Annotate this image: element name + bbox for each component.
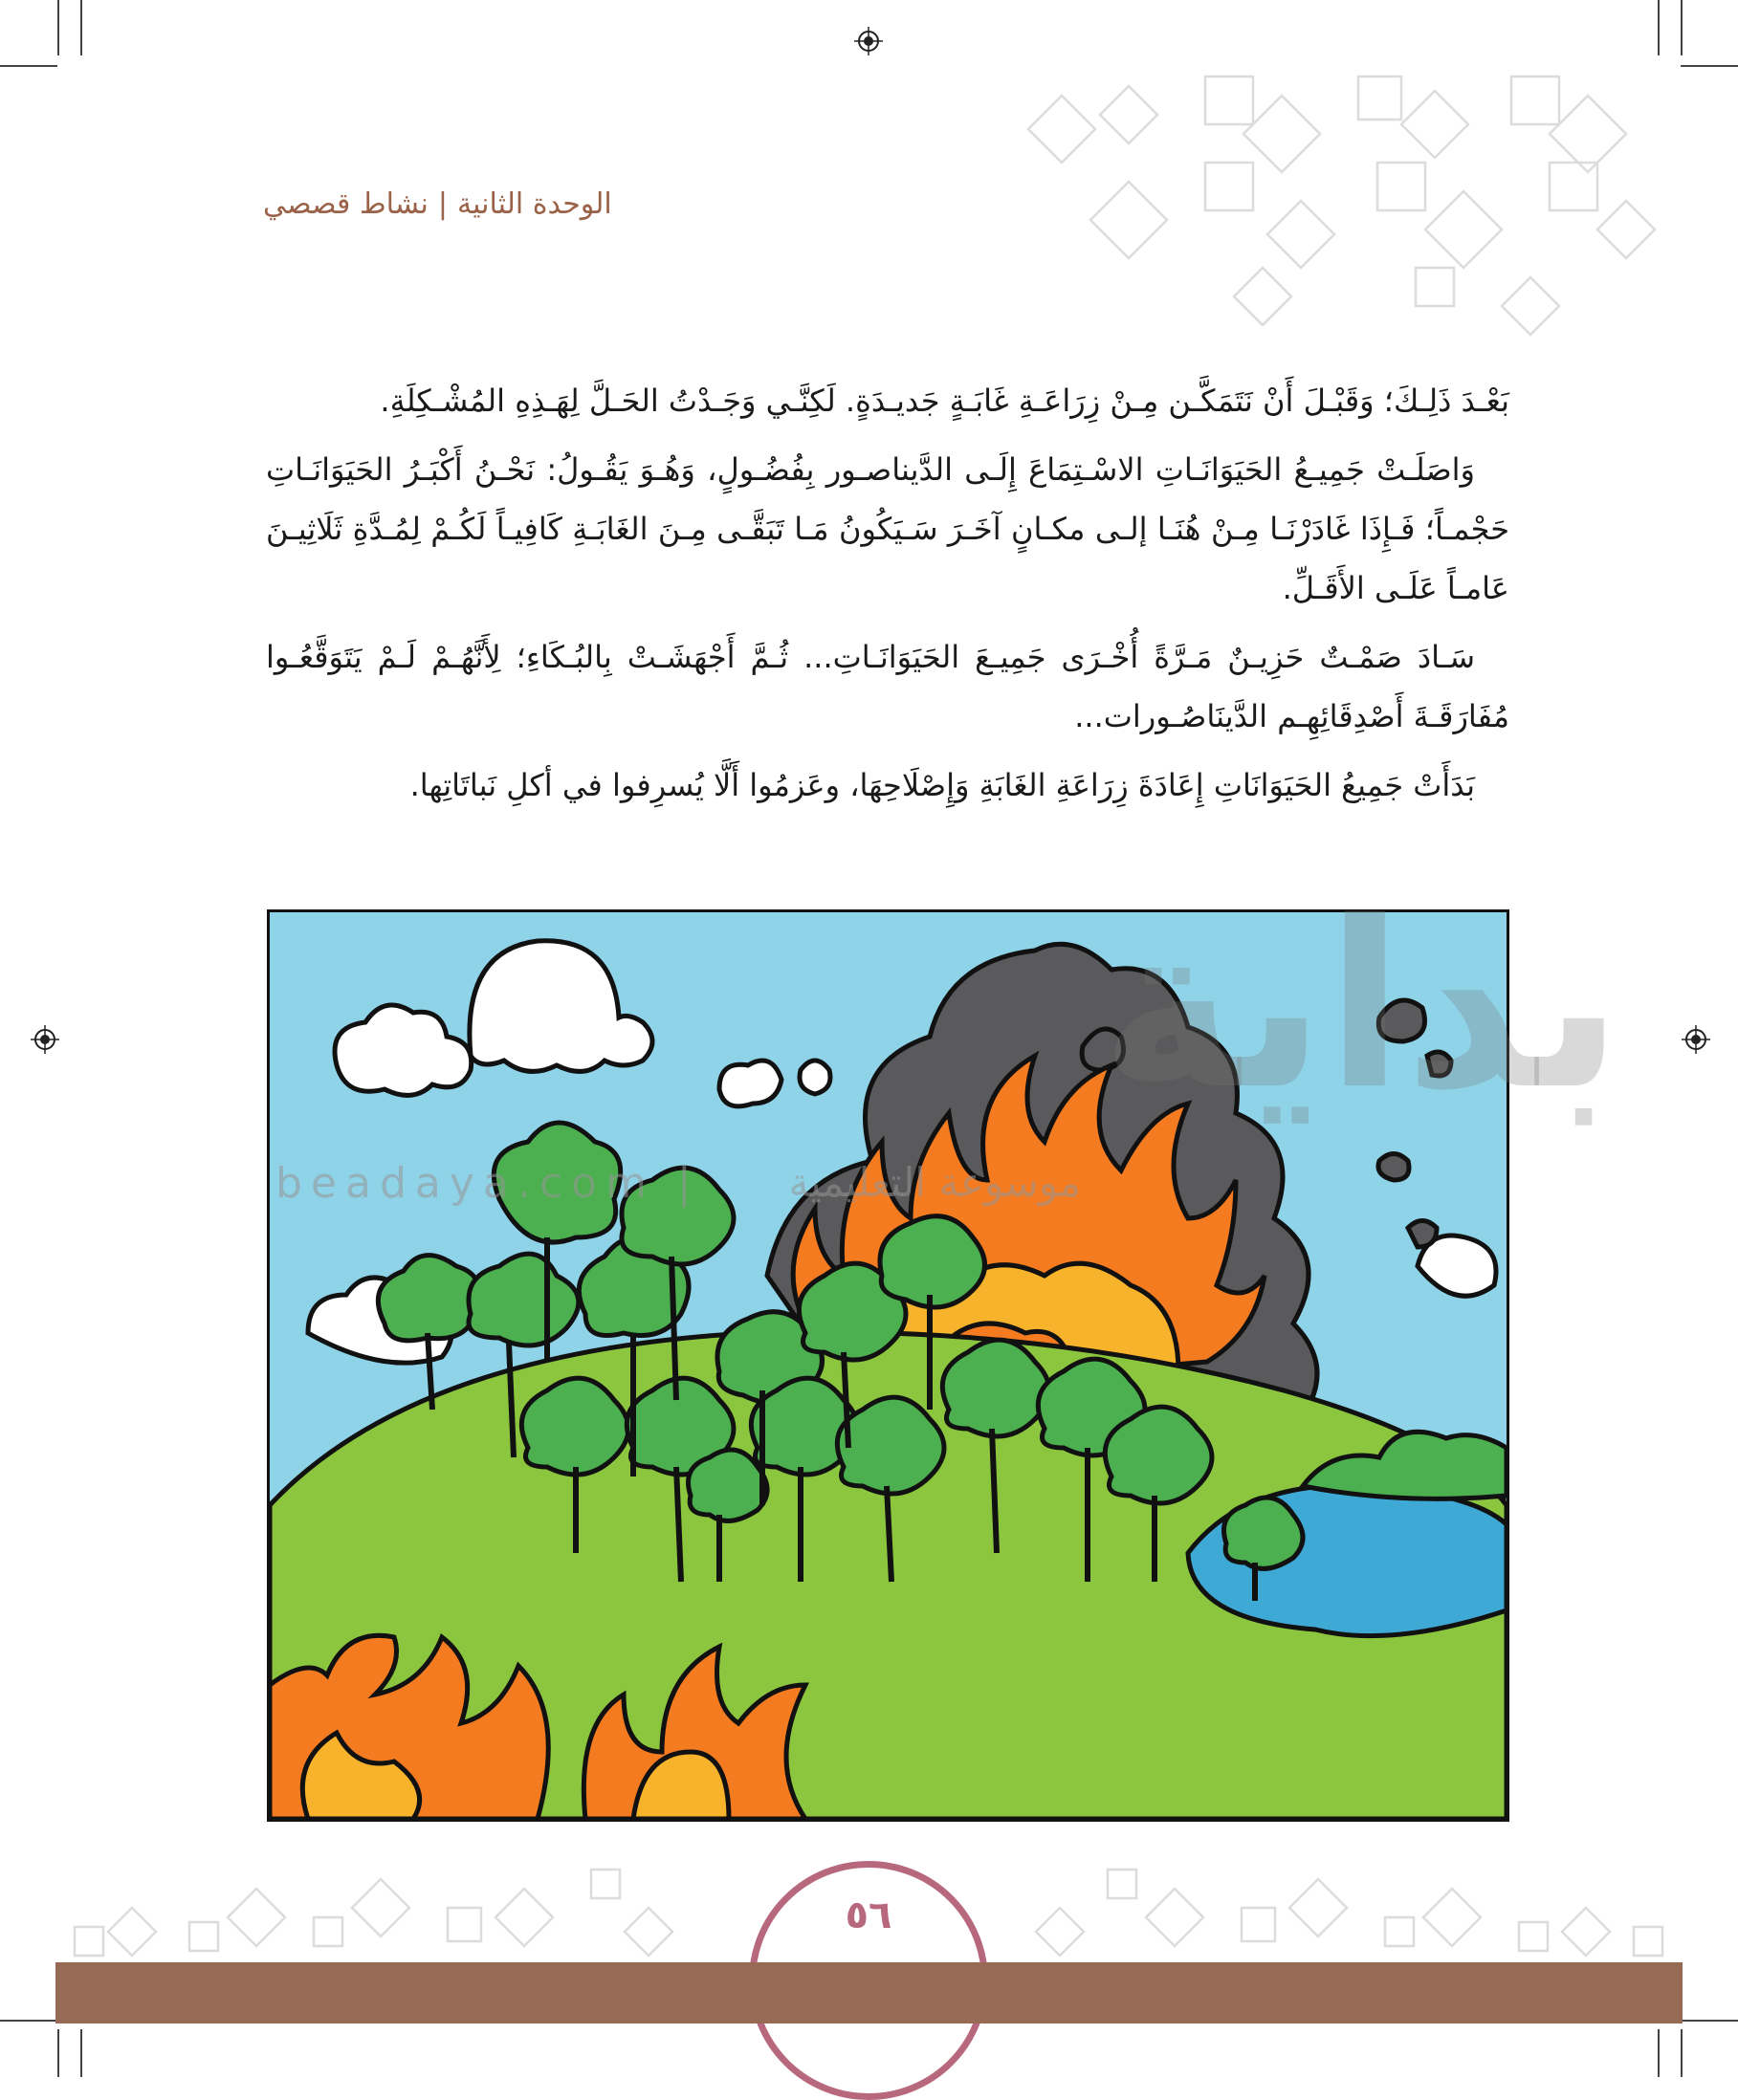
paragraph: بَعْـدَ ذَلِـكَ؛ وَقَبْـلَ أَنْ نَتَمَكَّـن مِـنْ زِرَاعَـةِ غَابَـةٍ جَديـدَةٍ. لَكِنَّـي وَجَـدْتُ الحَـلَّ لِهَـذِهِ المُشْـكِلَةِ. [380, 383, 1509, 419]
crop-mark [1658, 2029, 1660, 2077]
watermark-tagline: موسوعة التعليمية [788, 1159, 1081, 1206]
watermark-site [275, 1159, 700, 1208]
crop-mark [57, 0, 59, 55]
unit-title: الوحدة الثانية [457, 187, 612, 221]
running-head [263, 187, 612, 221]
story-text [266, 371, 1509, 824]
paragraph: سَـادَ صَمْـتٌ حَزِيـنٌ مَـرَّةً أُخْـرَى جَمِيـعَ الحَيَوَانَـاتِ... ثُـمَّ أَجْهَشَـتْ بِالبُـكَاءِ؛ لِأَنَّهُـمْ لَـمْ يَتَوَقَّعُـوا مُفَارَقَـةَ أَصْدِقَائِهِـم الدَّينَاصُـورات... [266, 639, 1509, 734]
crop-mark [1681, 0, 1683, 55]
crop-mark [1658, 0, 1660, 55]
paragraph: بَدَأَتْ جَمِيعُ الحَيَوَانَاتِ إِعَادَةَ زِرَاعَةِ الغَابَةِ وَإِصْلَاحِهَا، وعَزمُوا أَلَّا يُسرِفوا في أكلِ نَباتَاتِها. [409, 767, 1475, 803]
crop-mark [1681, 2029, 1683, 2077]
watermark-url: beadaya.com [275, 1159, 655, 1208]
decorative-pattern-top [1014, 57, 1703, 344]
forest-fire-illustration [267, 909, 1509, 1822]
watermark-logo-text: بداية [1100, 872, 1623, 1140]
activity-title: نشاط قصصي [263, 187, 429, 221]
crop-mark [80, 0, 82, 55]
registration-mark-right [1682, 1025, 1710, 1054]
crop-mark [80, 2029, 82, 2077]
registration-mark-left [31, 1025, 59, 1054]
crop-mark [57, 2029, 59, 2077]
forest-fire-image [270, 912, 1507, 1819]
watermark-divider: | [676, 1159, 700, 1208]
page-number: ٥٦ [845, 1893, 892, 1937]
registration-mark-top [854, 27, 883, 55]
paragraph: وَاصَلَـتْ جَمِيـعُ الحَيَوَانَـاتِ الاسْـتِمَاعَ إِلَـى الدَّيناصـور بِفُضُـولٍ، وَهُـوَ يَقُـولُ: نَحْـنُ أَكْبَـرُ الحَيَوَانَـاتِ حَجْمـاً؛ فَـإِذَا غَادَرْنَـا مِـنْ هُنَـا إلـى مكـانٍ آخَـرَ سَـيَكُونُ مَـا تَبَقَّـى مِـنَ الغَابَـةِ كَافِيـاً لَكُـمْ لِمُـدَّةِ ثَلَاثِيـنَ عَامـاً عَلَـى الأَقَـلِّ. [266, 451, 1509, 606]
crop-mark [0, 65, 57, 67]
crop-mark [0, 2020, 57, 2022]
crop-mark [1681, 2020, 1738, 2022]
running-head-separator: | [437, 187, 449, 221]
footer-band [55, 1962, 1683, 2023]
